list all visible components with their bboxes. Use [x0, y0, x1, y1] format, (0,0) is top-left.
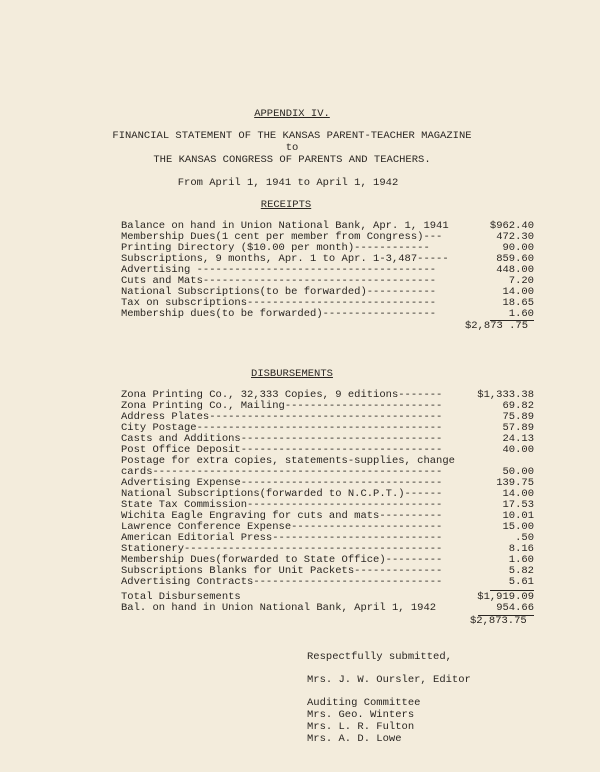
disbursement-label: Lawrence Conference Expense------------------------	[121, 521, 443, 533]
receipt-label: Advertising --------------------------------------	[121, 264, 437, 276]
receipt-row	[121, 309, 534, 320]
receipts-heading: RECEIPTS	[260, 199, 312, 211]
disbursement-label: Post Office Deposit--------------------------------	[121, 444, 443, 456]
committee-member: Mrs. L. R. Fulton	[307, 721, 415, 733]
disbursement-label: Zona Printing Co., 32,333 Copies, 9 editions-------	[121, 389, 443, 401]
receipt-amount: $962.40	[489, 220, 534, 232]
disbursement-amount: 40.00	[502, 444, 534, 456]
statement-period: From April 1, 1941 to April 1, 1942	[177, 177, 399, 189]
disbursement-label: National Subscriptions(forwarded to N.C.P.T.)------	[121, 488, 443, 500]
disbursement-label: Zona Printing Co., Mailing-------------------------	[121, 400, 443, 412]
receipt-label: National Subscriptions(to be forwarded)-----------	[121, 286, 437, 298]
receipt-amount: 18.65	[502, 297, 534, 309]
disbursement-label: State Tax Commission-------------------------------	[121, 499, 443, 511]
receipt-amount: 14.00	[502, 286, 534, 298]
disbursement-amount: 5.82	[508, 565, 534, 577]
disbursement-amount: 69.82	[502, 400, 534, 412]
disbursement-amount: 139.75	[496, 477, 534, 489]
disbursement-amount: 15.00	[502, 521, 534, 533]
receipt-amount: 472.30	[496, 231, 534, 243]
receipt-label: Subscriptions, 9 months, Apr. 1 to Apr. 1-3,487-----	[121, 253, 449, 265]
disbursement-amount: 57.89	[502, 422, 534, 434]
receipt-label: Balance on hand in Union National Bank, Apr. 1, 1941	[121, 220, 449, 232]
disbursement-amount: .50	[515, 532, 534, 544]
appendix-heading: APPENDIX IV.	[254, 108, 330, 120]
disbursement-label: Casts and Additions--------------------------------	[121, 433, 443, 445]
disbursement-amount: 50.00	[502, 466, 534, 478]
closing-line: Respectfully submitted,	[307, 651, 452, 663]
receipt-amount: 7.20	[508, 275, 534, 287]
statement-title: FINANCIAL STATEMENT OF THE KANSAS PARENT-TEACHER MAGAZINE	[112, 130, 472, 142]
disbursement-label: City Postage---------------------------------------	[121, 422, 443, 434]
disbursement-amount: 17.53	[502, 499, 534, 511]
disbursements-grand-total: $2,873.75	[470, 615, 527, 627]
receipt-label: Membership dues(to be forwarded)------------------	[121, 308, 437, 320]
disbursement-amount: 24.13	[502, 433, 534, 445]
disbursement-row	[121, 577, 534, 588]
disbursements-heading: DISBURSEMENTS	[251, 368, 333, 380]
receipt-label: Printing Directory ($10.00 per month)------------	[121, 242, 430, 254]
receipt-amount: 859.60	[496, 253, 534, 265]
disbursement-amount: 1.60	[508, 554, 534, 566]
disbursement-amount: 75.89	[502, 411, 534, 423]
disbursement-amount: $1,333.38	[477, 389, 534, 401]
receipt-amount: 1.60	[508, 308, 534, 320]
committee-heading: Auditing Committee	[307, 697, 421, 709]
disbursement-label: Wichita Eagle Engraving for cuts and mats----------	[121, 510, 443, 522]
disbursement-row	[121, 603, 534, 614]
disbursement-amount: 5.61	[508, 576, 534, 588]
disbursement-label: Total Disbursements	[121, 591, 241, 603]
disbursement-label: Membership Dues(forwarded to State Office)---------	[121, 554, 443, 566]
disbursement-label: Bal. on hand in Union National Bank, April 1, 1942	[121, 602, 437, 614]
receipt-label: Tax on subscriptions------------------------------	[121, 297, 437, 309]
disbursement-amount: $1,919.09	[477, 591, 534, 603]
statement-title-to: to	[285, 142, 299, 154]
disbursement-amount: 954.66	[496, 602, 534, 614]
disbursement-label: American Editorial Press---------------------------	[121, 532, 443, 544]
disbursement-label: Advertising Contracts------------------------------	[121, 576, 443, 588]
disbursement-amount: 10.01	[502, 510, 534, 522]
statement-title-recipient: THE KANSAS CONGRESS OF PARENTS AND TEACHERS.	[153, 154, 431, 166]
disbursement-label: Address Plates-------------------------------------	[121, 411, 443, 423]
receipts-total: $2,873 .75	[465, 320, 529, 332]
committee-member: Mrs. A. D. Lowe	[307, 733, 402, 745]
committee-member: Mrs. Geo. Winters	[307, 709, 415, 721]
receipt-label: Cuts and Mats-------------------------------------	[121, 275, 437, 287]
receipt-amount: 90.00	[502, 242, 534, 254]
disbursement-amount: 14.00	[502, 488, 534, 500]
receipt-label: Membership Dues(1 cent per member from Congress)---	[121, 231, 443, 243]
disbursement-label: Postage for extra copies, statements-supplies, change	[121, 455, 455, 467]
disbursement-label: Advertising Expense--------------------------------	[121, 477, 443, 489]
receipt-amount: 448.00	[496, 264, 534, 276]
disbursement-label: Stationery-----------------------------------------	[121, 543, 443, 555]
disbursement-label: Subscriptions Blanks for Unit Packets--------------	[121, 565, 443, 577]
disbursement-label: cards----------------------------------------------	[121, 466, 443, 478]
disbursement-amount: 8.16	[508, 543, 534, 555]
editor-signature: Mrs. J. W. Oursler, Editor	[307, 674, 471, 686]
